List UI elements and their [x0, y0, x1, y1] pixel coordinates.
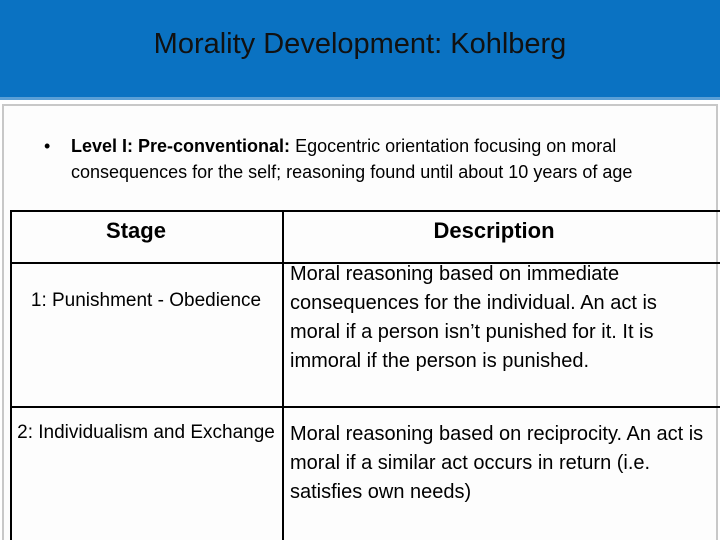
slide-title: Morality Development: Kohlberg	[153, 28, 567, 60]
table-row-1-stage: 1: Punishment - Obedience	[30, 290, 262, 311]
table-column-divider	[282, 210, 284, 540]
bullet-text	[44, 133, 684, 185]
header-description: Description	[433, 218, 555, 243]
title-bar	[0, 0, 720, 100]
bullet-body: Egocentric orientation focusing on moral consequences for the self; reasoning found until about 10 years of age	[71, 136, 633, 182]
table-top-rule	[10, 210, 720, 212]
bullet-lead: Level I: Pre-conventional:	[71, 136, 291, 156]
header-stage: Stage	[106, 218, 166, 243]
table-row-rule	[10, 406, 720, 408]
bullet-item	[44, 133, 684, 185]
bullet-marker: •	[44, 136, 51, 156]
table-left-border	[10, 210, 12, 540]
table-row-1-description: Moral reasoning based on immediate consequences for the individual. An act is moral if a person isn’t punished for it. It is immoral if the person is punished.	[290, 263, 657, 372]
table-row-2-stage: 2: Individualism and Exchange	[17, 422, 275, 443]
stage-table	[10, 210, 720, 540]
table-row-2-description: Moral reasoning based on reciprocity. An act is moral if a similar act occurs in return (i.e. satisfies own needs)	[290, 423, 704, 503]
